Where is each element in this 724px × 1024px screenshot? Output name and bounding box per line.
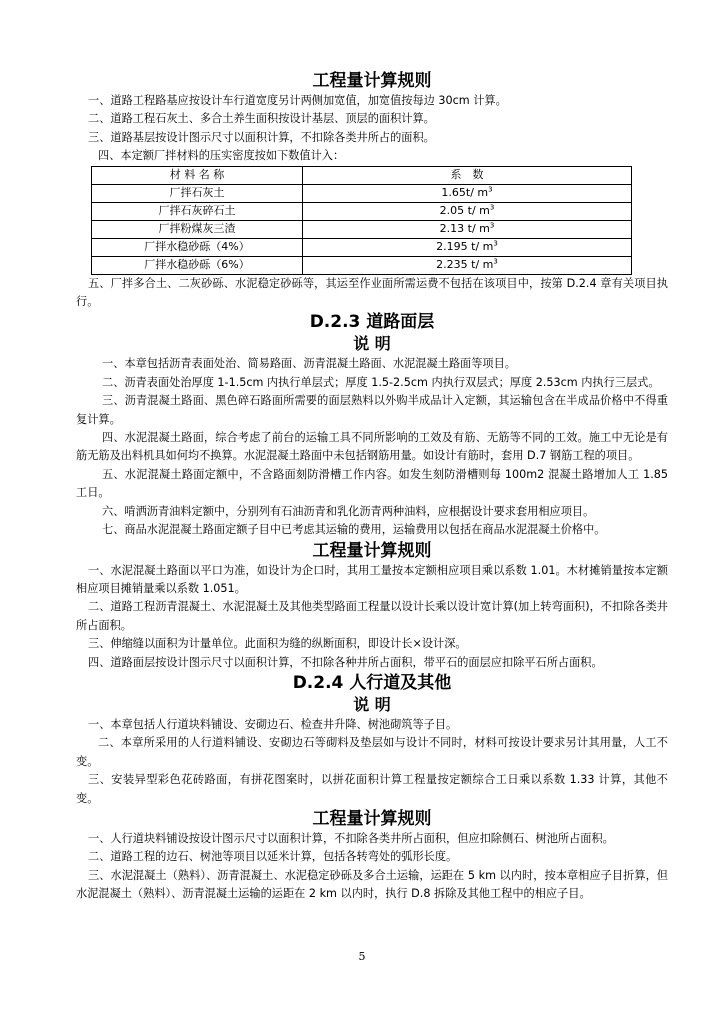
coefficient-value: 2.235 t/ m <box>436 258 494 272</box>
note-paragraph: 二、沥青表面处治厚度 1-1.5cm 内执行单层式；厚度 1.5-2.5cm 内执行双层式；厚度 2.53cm 内执行三层式。 <box>102 375 660 389</box>
note-paragraph: 三、沥青混凝土路面、黑色碎石路面所需要的面层熟料以外购半成品计入定额，其运输包含在半成品价格中不得重复计算。 <box>76 394 668 426</box>
coefficient-value: 1.65t/ m <box>441 186 489 200</box>
table-cell-coefficient <box>303 238 632 256</box>
table-cell-material: 厂拌水稳砂砾（6%） <box>92 256 303 274</box>
note-paragraph: 一、本章包括沥青表面处治、简易路面、沥青混凝土路面、水泥混凝土路面等项目。 <box>102 357 516 371</box>
coefficient-value: 2.13 t/ m <box>439 222 490 236</box>
rule-paragraph: 五、厂拌多合土、二灰砂砾、水泥稳定砂砾等，其运至作业面所需运费不包括在该项目中，按第 D.2.4 章有关项目执行。 <box>76 276 668 309</box>
note-paragraph: 六、啃洒沥青油料定额中，分别列有石油沥青和乳化沥青两种油料，应根据设计要求套用相应项目。 <box>102 504 595 518</box>
rule-paragraph: 二、道路工程石灰土、多合土养生面积按设计基层、顶层的面积计算。 <box>88 112 435 126</box>
coefficient-exponent: 3 <box>493 239 498 248</box>
rule-paragraph: 三、伸缩缝以面积为计量单位。此面积为缝的纵断面积，即设计长×设计深。 <box>88 637 467 651</box>
table-row <box>92 184 632 202</box>
coefficient-exponent: 3 <box>489 203 495 212</box>
table-cell-coefficient <box>303 220 632 238</box>
coefficient-value: 2.05 t/ m <box>439 204 490 218</box>
table-header-row <box>92 166 632 184</box>
section-title-sidewalk: D.2.4 人行道及其他 <box>292 672 452 693</box>
table-header-cell: 系 数 <box>303 166 632 184</box>
rule-paragraph: 一、人行道块料铺设按设计图示尺寸以面积计算，不扣除各类井所占面积，但应扣除侧石、树池所占面积。 <box>88 831 614 845</box>
table-cell-coefficient <box>303 202 632 220</box>
note-paragraph: 二、本章所采用的人行道料铺设、安砌边石等砌料及垫层如与设计不同时，材料可按设计要求另计其用量，人工不变。 <box>76 736 668 768</box>
section-title-road-surface: D.2.3 道路面层 <box>309 312 435 333</box>
rule-paragraph: 二、道路工程的边石、树池等项目以延米计算，包括各转弯处的弧形长度。 <box>88 850 458 864</box>
page-content <box>76 70 668 904</box>
rule-paragraph: 三、水泥混凝土（熟料）、沥青混凝土、水泥稳定砂砾及多合土运输，运距在 5 km 以内时，按本章相应子目折算，但水泥混凝土（熟料）、沥青混凝土运输的运距在 2 km 以内时，执行 D.8 拆除及其他工程中的相应子目。 <box>76 868 668 901</box>
rule-paragraph: 一、道路工程路基应按设计车行道宽度另计两侧加宽值，加宽值按每边 30cm 计算。 <box>88 94 507 107</box>
table-row <box>92 220 632 238</box>
section-title-calc-rules-2: 工程量计算规则 <box>312 540 432 561</box>
table-cell-coefficient <box>303 256 632 274</box>
rule-paragraph: 四、道路面层按设计图示尺寸以面积计算，不扣除各种井所占面积，带平石的面层应扣除平石所占面积。 <box>88 655 603 669</box>
table-cell-material: 厂拌石灰土 <box>92 184 303 202</box>
table-cell-material: 厂拌石灰碎石土 <box>92 202 303 220</box>
section-subtitle-notes: 说 明 <box>353 694 391 714</box>
note-paragraph: 五、水泥混凝土路面定额中，不含路面刻防滑槽工作内容。如发生刻防滑槽则每 100m2 混凝土路增加人工 1.85 工日。 <box>76 467 668 500</box>
table-cell-material: 厂拌粉煤灰三渣 <box>92 220 303 238</box>
note-paragraph: 三、安装异型彩色花砖路面，有拼花图案时，以拼花面积计算工程量按定额综合工日乘以系数 1.33 计算，其他不变。 <box>76 773 668 805</box>
note-paragraph: 一、本章包括人行道块料铺设、安砌边石、检查井升降、树池砌筑等子目。 <box>88 717 458 731</box>
table-row <box>92 256 632 274</box>
table-row <box>92 202 632 220</box>
page-number: 5 <box>358 950 366 963</box>
section-subtitle-notes: 说 明 <box>353 334 391 354</box>
table-row <box>92 238 632 256</box>
section-title-calc-rules-1: 工程量计算规则 <box>312 71 432 91</box>
coefficient-exponent: 3 <box>493 257 498 266</box>
rule-paragraph: 二、道路工程沥青混凝土、水泥混凝土及其他类型路面工程量以设计长乘以设计宽计算(加上转弯面积)，不扣除各类井所占面积。 <box>76 600 668 632</box>
rule-paragraph: 三、道路基层按设计图示尺寸以面积计算，不扣除各类井所占的面积。 <box>88 130 435 144</box>
coefficient-exponent: 3 <box>488 185 493 194</box>
table-cell-material: 厂拌水稳砂砾（4%） <box>92 238 303 256</box>
table-cell-coefficient <box>303 184 632 202</box>
note-paragraph: 七、商品水泥混凝土路面定额子目中已考虑其运输的费用，运输费用以包括在商品水泥混凝土价格中。 <box>102 523 606 537</box>
table-header-cell: 材 料 名 称 <box>92 166 303 184</box>
coefficient-value: 2.195 t/ m <box>436 240 494 254</box>
coefficient-exponent: 3 <box>489 221 495 230</box>
note-paragraph: 四、水泥混凝土路面，综合考虑了前台的运输工具不同所影响的工效及有筋、无筋等不同的工效。施工中无论是有筋无筋及出料机具如何均不换算。水泥混凝土路面中未包括钢筋用量。如设计有筋时，套用 D.7 钢筋工程的项目。 <box>76 431 668 463</box>
density-table <box>91 166 632 275</box>
section-title-calc-rules-3: 工程量计算规则 <box>312 808 432 829</box>
rule-paragraph: 一、水泥混凝土路面以平口为准，如设计为企口时，其用工量按本定额相应项目乘以系数 1.01。木材摊销量按本定额相应项目摊销量乘以系数 1.051。 <box>76 563 668 595</box>
rule-paragraph: 四、本定额厂拌材料的压实密度按如下数值计入： <box>98 149 345 163</box>
